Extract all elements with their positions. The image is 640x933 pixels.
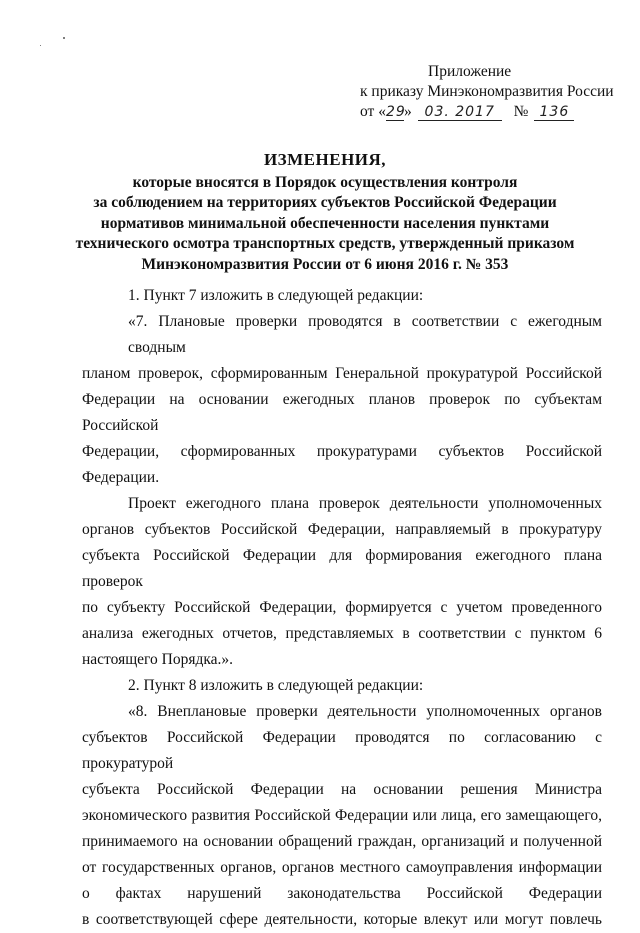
number-label: № bbox=[513, 103, 529, 120]
text-line: анализа ежегодных отчетов, представляемых в соответствии с пунктом 6 bbox=[82, 625, 602, 642]
text-line: по субъекту Российской Федерации, формируется с учетом проведенного bbox=[82, 599, 602, 616]
text-line: «8. Внеплановые проверки деятельности уполномоченных органов bbox=[128, 703, 602, 720]
text-line: от государственных органов, органов местного самоуправления информации bbox=[82, 859, 602, 876]
from-label: от « bbox=[360, 103, 386, 120]
title-line: которые вносятся в Порядок осуществления контроля bbox=[132, 173, 518, 191]
paragraph-8 bbox=[82, 699, 602, 933]
text-line: в соответствующей сфере деятельности, которые влекут или могут повлечь bbox=[82, 911, 602, 928]
text-line: «7. Плановые проверки проводятся в соответствии с ежегодным сводным bbox=[128, 313, 602, 356]
annex-order-reference: к приказу Минэкономразвития России bbox=[360, 83, 614, 100]
text-line: органов субъектов Российской Федерации, направляемый в прокуратуру bbox=[82, 521, 602, 538]
scan-speck bbox=[40, 45, 41, 46]
text-line: Федерации. bbox=[82, 469, 160, 486]
text-line: принимаемого на основании обращений граждан, организаций и полученной bbox=[82, 833, 602, 850]
title-line: технического осмотра транспортных средств, утвержденный приказом bbox=[75, 235, 575, 252]
paragraph-7-continued bbox=[82, 491, 602, 673]
paragraph-7 bbox=[82, 309, 602, 491]
item-2-heading: 2. Пункт 8 изложить в следующей редакции: bbox=[128, 677, 424, 694]
item-1-heading: 1. Пункт 7 изложить в следующей редакции: bbox=[128, 287, 424, 304]
title-heading: ИЗМЕНЕНИЯ, bbox=[263, 150, 387, 169]
annex-header bbox=[360, 62, 614, 122]
title-line: Минэкономразвития России от 6 июня 2016 г. № 353 bbox=[141, 255, 509, 273]
text-line: субъекта Российской Федерации на основании решения Министра bbox=[82, 781, 602, 798]
annex-title: Приложение bbox=[428, 63, 512, 80]
close-quote: » bbox=[403, 103, 412, 120]
text-line: экономического развития Российской Федерации или лица, его замещающего, bbox=[82, 807, 602, 824]
title-line: за соблюдением на территориях субъектов Российской Федерации bbox=[93, 194, 557, 211]
handwritten-number: 136 bbox=[534, 105, 574, 121]
document-body bbox=[82, 283, 602, 933]
text-line: субъектов Российской Федерации проводятся по согласованию с прокуратурой bbox=[82, 729, 602, 772]
text-line: субъекта Российской Федерации для формирования ежегодного плана проверок bbox=[82, 547, 602, 590]
text-line: Федерации, сформированных прокуратурами субъектов Российской bbox=[82, 443, 602, 460]
scan-speck bbox=[63, 37, 65, 39]
document-title bbox=[60, 150, 590, 275]
text-line: настоящего Порядка.». bbox=[82, 651, 234, 668]
text-line: Проект ежегодного плана проверок деятельности уполномоченных bbox=[128, 495, 602, 512]
handwritten-date: 03. 2017 bbox=[418, 105, 502, 121]
annex-date-number bbox=[360, 102, 610, 122]
title-line: нормативов минимальной обеспеченности населения пунктами bbox=[100, 214, 550, 232]
text-line: Федерации на основании ежегодных планов проверок по субъектам Российской bbox=[82, 391, 602, 434]
text-line: о фактах нарушений законодательства Российской Федерации bbox=[82, 885, 602, 902]
text-line: планом проверок, сформированным Генеральной прокуратурой Российской bbox=[82, 365, 602, 382]
handwritten-day: 29 bbox=[385, 104, 406, 120]
